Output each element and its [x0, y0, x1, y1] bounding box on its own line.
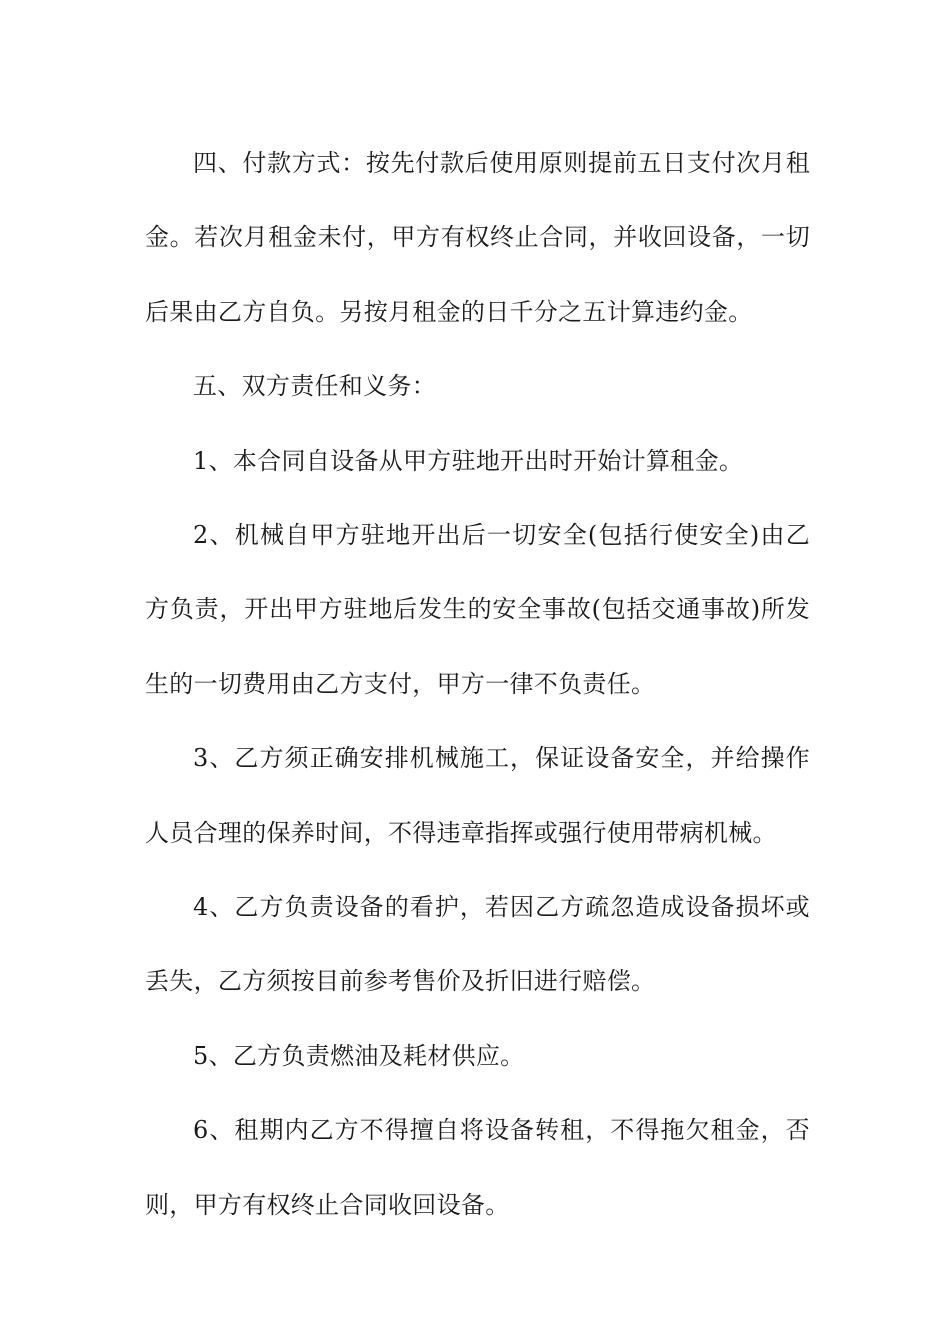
paragraph-clause-4: 4、乙方负责设备的看护，若因乙方疏忽造成设备损坏或丢失，乙方须按目前参考售价及折旧进行赔偿。: [145, 893, 810, 996]
paragraph-clause-2: 2、机械自甲方驻地开出后一切安全(包括行使安全)由乙方负责，开出甲方驻地后发生的安全事故(包括交通事故)所发生的一切费用由乙方支付，甲方一律不负责任。: [145, 521, 810, 698]
paragraph-clause-1: 1、本合同自设备从甲方驻地开出时开始计算租金。: [193, 446, 744, 475]
paragraph-section-heading: 五、双方责任和义务：: [193, 372, 436, 401]
document-body: [145, 126, 810, 1242]
paragraph-clause-5: 5、乙方负责燃油及耗材供应。: [193, 1041, 525, 1070]
paragraph-clause-3: 3、乙方须正确安排机械施工，保证设备安全，并给操作人员合理的保养时间，不得违章指挥或强行使用带病机械。: [145, 744, 810, 847]
paragraph-clause-6: 6、租期内乙方不得擅自将设备转租，不得拖欠租金，否则，甲方有权终止合同收回设备。: [145, 1116, 810, 1219]
paragraph-payment-terms: 四、付款方式：按先付款后使用原则提前五日支付次月租金。若次月租金未付，甲方有权终止合同，并收回设备，一切后果由乙方自负。另按月租金的日千分之五计算违约金。: [145, 149, 810, 326]
